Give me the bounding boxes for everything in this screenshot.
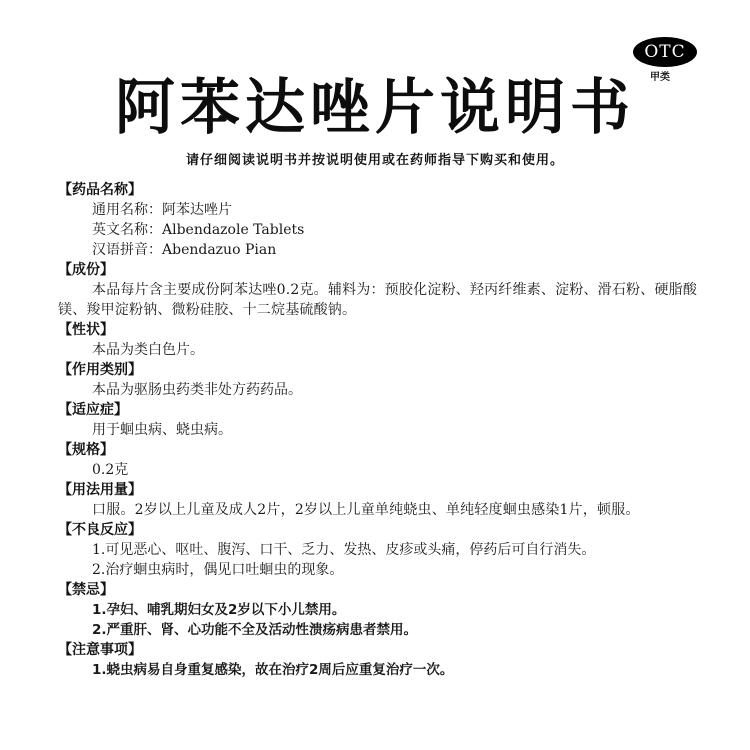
specification-text: 0.2克	[92, 462, 129, 478]
leaflet-content	[58, 180, 698, 680]
section-heading-indications: 【适应症】	[58, 402, 128, 418]
generic-name: 通用名称：阿苯达唑片	[92, 202, 232, 218]
usage-notice: 请仔细阅读说明书并按说明使用或在药师指导下购买和使用。	[185, 153, 564, 168]
dosage-text: 口服。2岁以上儿童及成人2片，2岁以上儿童单纯蛲虫、单纯轻度蛔虫感染1片，顿服。	[92, 502, 640, 518]
adverse-item-2: 2.治疗蛔虫病时，偶见口吐蛔虫的现象。	[92, 562, 344, 578]
section-heading-composition: 【成份】	[58, 262, 114, 278]
contraindication-item-2: 2.严重肝、肾、心功能不全及活动性溃疡病患者禁用。	[92, 622, 418, 638]
description-text: 本品为类白色片。	[92, 342, 204, 358]
section-heading-precautions: 【注意事项】	[58, 642, 142, 658]
contraindication-item-1: 1.孕妇、哺乳期妇女及2岁以下小儿禁用。	[92, 602, 346, 618]
section-heading-category: 【作用类别】	[58, 362, 142, 378]
composition-text: 本品每片含主要成份阿苯达唑0.2克。辅料为：预胶化淀粉、羟丙纤维素、淀粉、滑石粉、硬脂酸镁、羧甲淀粉钠、微粉硅胶、十二烷基硫酸钠。	[58, 282, 698, 318]
section-heading-adverse: 【不良反应】	[58, 522, 142, 538]
adverse-item-1: 1.可见恶心、呕吐、腹泻、口干、乏力、发热、皮疹或头痛，停药后可自行消失。	[92, 542, 596, 558]
document-title: 阿苯达唑片说明书	[115, 73, 635, 143]
section-heading-name: 【药品名称】	[58, 182, 142, 198]
section-heading-specification: 【规格】	[58, 442, 114, 458]
otc-label: OTC	[644, 42, 686, 62]
section-heading-description: 【性状】	[58, 322, 114, 338]
otc-class-label: 甲类	[650, 72, 670, 83]
otc-badge	[633, 37, 697, 67]
indications-text: 用于蛔虫病、蛲虫病。	[92, 422, 232, 438]
section-heading-contraindications: 【禁忌】	[58, 582, 114, 598]
precaution-item-1: 1.蛲虫病易自身重复感染，故在治疗2周后应重复治疗一次。	[92, 662, 454, 678]
section-heading-dosage: 【用法用量】	[58, 482, 142, 498]
category-text: 本品为驱肠虫药类非处方药药品。	[92, 382, 302, 398]
pinyin-name: 汉语拼音：Abendazuo Pian	[92, 242, 277, 258]
english-name: 英文名称：Albendazole Tablets	[92, 222, 305, 238]
